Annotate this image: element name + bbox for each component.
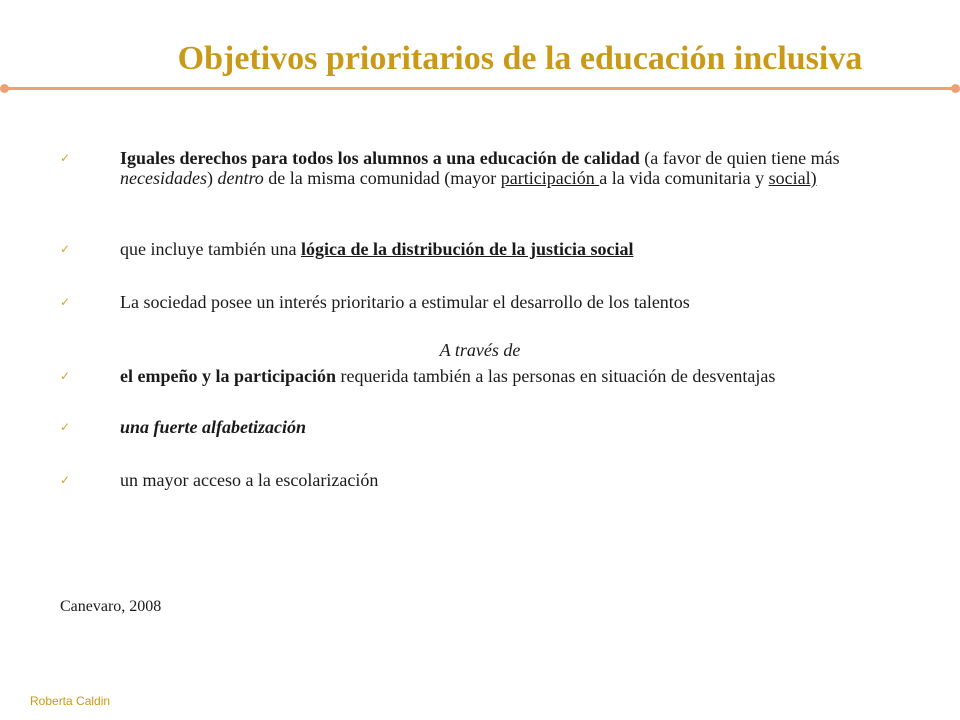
bullet-item-social-justice [60, 239, 900, 259]
bullet-item-literacy [60, 417, 900, 437]
bullet-item-commitment [60, 366, 900, 386]
bullet-text [120, 148, 900, 188]
citation-source: Canevaro, 2008 [60, 598, 162, 615]
checkmark-icon: ✓ [60, 295, 71, 309]
checkmark-icon: ✓ [60, 151, 71, 165]
title-divider [4, 87, 956, 90]
bullet-italic-word: necesidades [120, 168, 207, 188]
slide-title: Objetivos prioritarios de la educación inclusiva [177, 40, 863, 77]
checkmark-icon: ✓ [60, 369, 71, 383]
bullet-text-run: (a favor de quien tiene más [639, 148, 840, 168]
checkmark-icon: ✓ [60, 242, 71, 256]
divider-end-dot-left [0, 84, 9, 93]
bullet-text-run: que incluye también una [120, 239, 301, 259]
bullet-item-talents [60, 292, 900, 312]
bullet-text [120, 366, 900, 386]
through-label: A través de [439, 340, 521, 360]
bullet-italic-word: dentro [217, 168, 264, 188]
bullet-text-run: de la misma comunidad (mayor [263, 168, 501, 188]
bullet-underlined-word: participación [500, 168, 600, 188]
bullet-item-equal-rights [60, 148, 900, 188]
bullet-bold-phrase: Iguales derechos para todos los alumnos a una educación de calidad [120, 148, 640, 168]
checkmark-icon: ✓ [60, 420, 71, 434]
bullet-item-schooling-access [60, 470, 900, 490]
checkmark-icon: ✓ [60, 473, 71, 487]
bullet-underlined-word: social) [768, 168, 817, 188]
divider-end-dot-right [951, 84, 960, 93]
bullet-bold-underlined-phrase: lógica de la distribución de la justicia social [300, 239, 634, 259]
footer-author: Roberta Caldin [30, 694, 111, 708]
bullet-text-run: a la vida comunitaria y [599, 168, 769, 188]
bullet-text: una fuerte alfabetización [120, 417, 307, 437]
bullet-text-run: ) [206, 168, 218, 188]
bullet-bold-phrase: el empeño y la participación [120, 366, 336, 386]
bullet-text: La sociedad posee un interés prioritario a estimular el desarrollo de los talentos [120, 292, 690, 312]
bullet-text [120, 239, 900, 259]
bullet-text-run: requerida también a las personas en situación de desventajas [335, 366, 776, 386]
bullet-text: un mayor acceso a la escolarización [120, 470, 379, 490]
